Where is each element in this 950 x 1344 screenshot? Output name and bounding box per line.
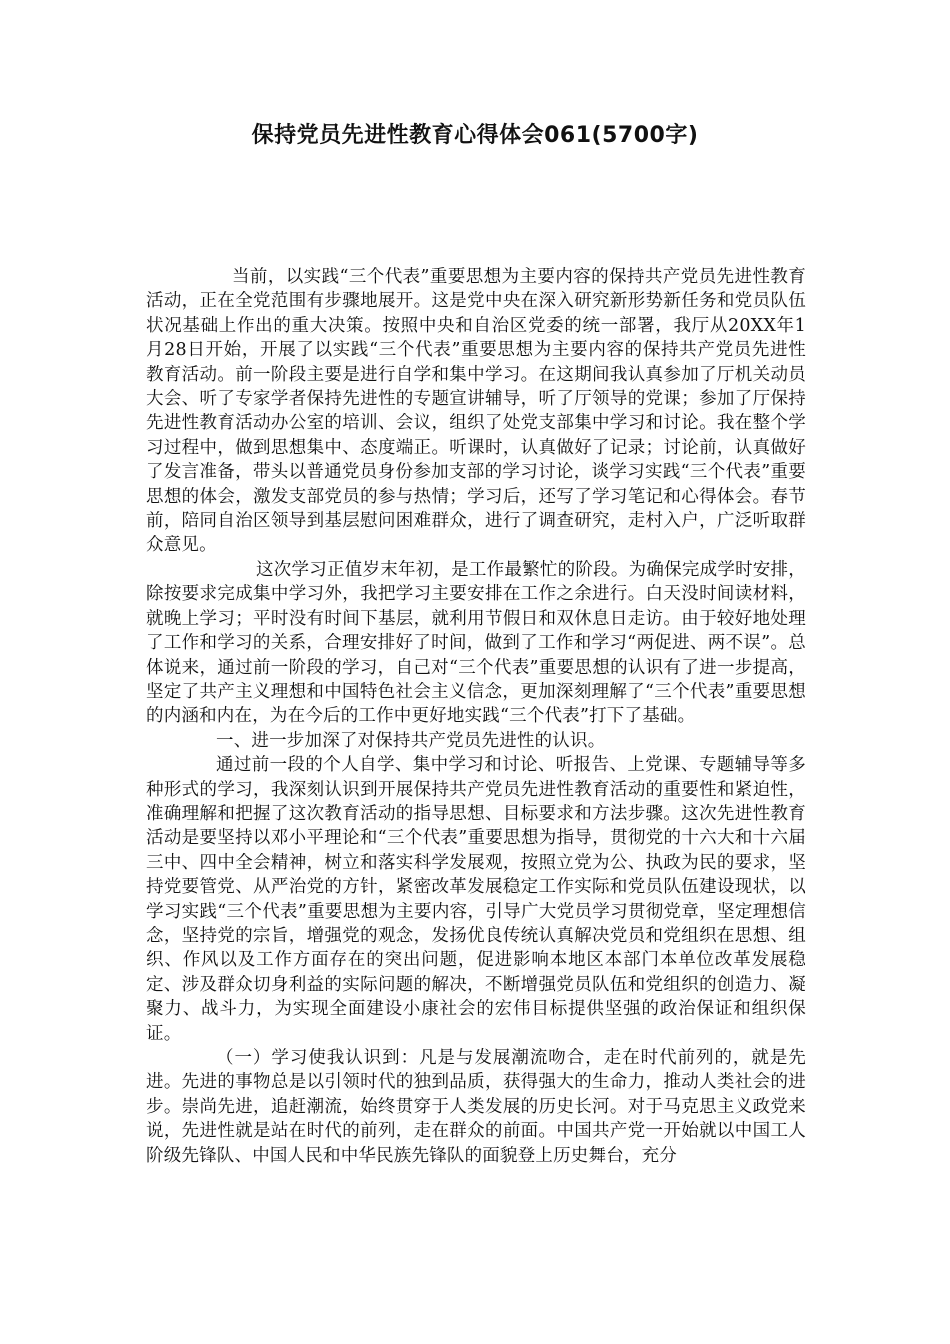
document-title: 保持党员先进性教育心得体会061(5700字) bbox=[251, 123, 699, 148]
paragraph-subsection-1: （一）学习使我认识到：凡是与发展潮流吻合，走在时代前列的，就是先进。先进的事物总是以引领时代的独到品质，获得强大的生命力，推动人类社会的进步。崇尚先进，追赶潮流，始终贯穿于人类发展的历史长河。对于马克思主义政党来说，先进性就是站在时代的前列，走在群众的前面。中国共产党一开始就以中国工人阶级先锋队、中国人民和中华民族先锋队的面貌登上历史舞台，充分 bbox=[146, 1048, 806, 1166]
paragraph-study-schedule: 这次学习正值岁末年初，是工作最繁忙的阶段。为确保完成学时安排，除按要求完成集中学习外，我把学习主要安排在工作之余进行。白天没时间读材料，就晚上学习；平时没有时间下基层，就利用节假日和双休息日走访。由于较好地处理了工作和学习的关系，合理安排好了时间，做到了工作和学习“两促进、两不误”。总体说来，通过前一阶段的学习，自己对“三个代表”重要思想的认识有了进一步提高，坚定了共产主义理想和中国特色社会主义信念，更加深刻理解了“三个代表”重要思想的内涵和内在，为在今后的工作中更好地实践“三个代表”打下了基础。 bbox=[146, 559, 806, 727]
paragraph-understanding: 通过前一段的个人自学、集中学习和讨论、听报告、上党课、专题辅导等多种形式的学习，我深刻认识到开展保持共产党员先进性教育活动的重要性和紧迫性，准确理解和把握了这次教育活动的指导思想、目标要求和方法步骤。这次先进性教育活动是要坚持以邓小平理论和“三个代表”重要思想为指导，贯彻党的十六大和十六届三中、四中全会精神，树立和落实科学发展观，按照立党为公、执政为民的要求，坚持党要管党、从严治党的方针，紧密改革发展稳定工作实际和党员队伍建设现状，以学习实践“三个代表”重要思想为主要内容，引导广大党员学习贯彻党章，坚定理想信念，坚持党的宗旨，增强党的观念，发扬优良传统认真解决党员和党组织在思想、组织、作风以及工作方面存在的突出问题，促进影响本地区本部门本单位改革发展稳定、涉及群众切身利益的实际问题的解决，不断增强党员队伍和党组织的创造力、凝聚力、战斗力，为实现全面建设小康社会的宏伟目标提供坚强的政治保证和组织保证。 bbox=[146, 755, 806, 1044]
document-body bbox=[146, 265, 806, 1168]
paragraph-intro: 当前，以实践“三个代表”重要思想为主要内容的保持共产党员先进性教育活动，正在全党范围有步骤地展开。这是党中央在深入研究新形势新任务和党员队伍状况基础上作出的重大决策。按照中央和自治区党委的统一部署，我厅从20XX年1月28日开始，开展了以实践“三个代表”重要思想为主要内容的保持共产党员先进性教育活动。前一阶段主要是进行自学和集中学习。在这期间我认真参加了厅机关动员大会、听了专家学者保持先进性的专题宣讲辅导，听了厅领导的党课；参加了厅保持先进性教育活动办公室的培训、会议，组织了处党支部集中学习和讨论。我在整个学习过程中，做到思想集中、态度端正。听课时，认真做好了记录；讨论前，认真做好了发言准备，带头以普通党员身份参加支部的学习讨论，谈学习实践“三个代表”重要思想的体会，激发支部党员的参与热情；学习后，还写了学习笔记和心得体会。春节前，陪同自治区领导到基层慰问困难群众，进行了调查研究，走村入户，广泛听取群众意见。 bbox=[146, 267, 806, 556]
section-heading-1: 一、进一步加深了对保持共产党员先进性的认识。 bbox=[216, 730, 606, 751]
